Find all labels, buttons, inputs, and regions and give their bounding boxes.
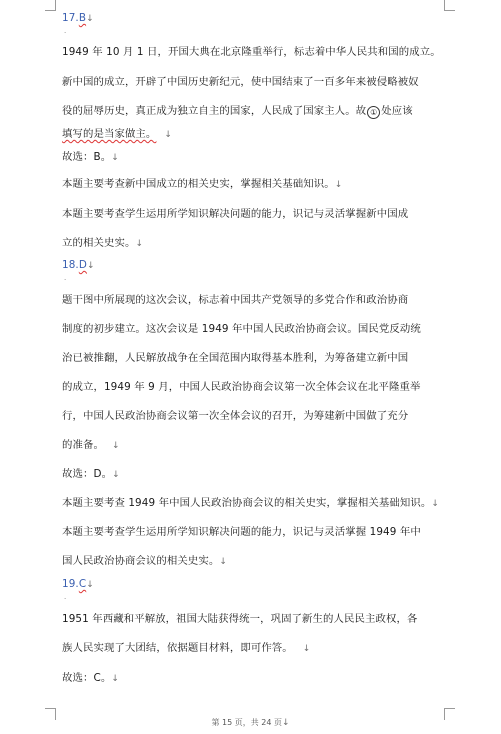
paragraph-mark: ↓ [111, 153, 119, 163]
analysis-line [62, 438, 120, 453]
paragraph-mark: ↓ [111, 674, 119, 684]
answer-letter: D [78, 259, 87, 271]
question-number: 17. [62, 12, 79, 24]
answer-text: 故选：C。 [62, 672, 112, 684]
analysis-line: 治已被推翻，人民解放战争在全国范围内取得基本胜利，为筹备建立新中国 [62, 352, 409, 364]
empty-paragraph-dot: · [64, 29, 67, 37]
analysis-line: 1949 年 10 月 1 日，开国大典在北京隆重举行，标志着中华人民共和国的成立。 [62, 46, 441, 58]
summary-line [62, 496, 439, 511]
crop-mark-top-left-v [55, 0, 56, 10]
analysis-line: 行，中国人民政治协商会议第一次全体会议的召开，为筹建新中国做了充分 [62, 410, 409, 422]
analysis-line: 题干图中所展现的这次会议，标志着中国共产党领导的多党合作和政治协商 [62, 294, 409, 306]
paragraph-mark: ↓ [135, 239, 144, 249]
analysis-text: 役的屈辱历史，真正成为独立自主的国家，人民成了国家主人。故 [62, 105, 367, 117]
answer-text: 故选：B。 [62, 151, 112, 163]
answer-text: 故选：D。 [62, 468, 113, 480]
circled-number: ① [367, 106, 380, 119]
summary-text: 本题主要考查 1949 年中国人民政治协商会议的相关史实，掌握相关基础知识。 [62, 497, 432, 509]
crop-mark-bottom-left-h [45, 708, 56, 709]
analysis-text-tail: 处应该 [381, 105, 413, 117]
analysis-line: 新中国的成立，开辟了中国历史新纪元，使中国结束了一百多年来被侵略被奴 [62, 76, 419, 88]
summary-text: 本题主要考查新中国成立的相关史实，掌握相关基础知识。 [62, 178, 335, 190]
analysis-line-with-mark [62, 104, 413, 119]
crop-mark-top-right-h [444, 10, 455, 11]
analysis-text: 的准备。 [62, 439, 104, 451]
page-footer [0, 717, 501, 728]
summary-text: 国人民政治协商会议的相关史实。 [62, 555, 220, 567]
paragraph-mark: ↓ [86, 261, 95, 271]
analysis-line: 1951 年西藏和平解放，祖国大陆获得统一，巩固了新生的人民民主政权，各 [62, 613, 418, 625]
analysis-text: 填写的是当家做主。 [62, 128, 157, 140]
summary-line: 本题主要考查学生运用所学知识解决问题的能力，识记与灵活掌握 1949 年中 [62, 526, 421, 538]
summary-text: 立的相关史实。 [62, 237, 136, 249]
page-number-text: 第 15 页，共 24 页 [211, 718, 282, 727]
analysis-line: 的成立，1949 年 9 月，中国人民政治协商会议第一次全体会议在北平隆重举 [62, 381, 421, 393]
paragraph-mark: ↓ [112, 470, 120, 480]
paragraph-mark: ↓ [219, 557, 228, 567]
question-19-header [62, 577, 94, 592]
crop-mark-top-right-v [444, 0, 445, 10]
summary-line [62, 236, 143, 251]
empty-paragraph-dot: · [64, 595, 67, 603]
paragraph-mark: ↓ [281, 718, 290, 728]
crop-mark-bottom-right-h [444, 708, 455, 709]
analysis-line [62, 641, 310, 656]
paragraph-mark: ↓ [111, 441, 120, 451]
question-17-header [62, 11, 94, 26]
answer-letter: C [78, 578, 87, 590]
paragraph-mark: ↓ [431, 499, 440, 509]
empty-paragraph-dot: · [64, 276, 67, 284]
question-number: 19. [62, 578, 79, 590]
question-18-header [62, 258, 95, 273]
analysis-text: 族人民实现了大团结，依据题目材料，即可作答。 [62, 642, 293, 654]
paragraph-mark: ↓ [86, 580, 94, 590]
paragraph-mark: ↓ [302, 644, 311, 654]
answer-letter: B [78, 12, 87, 24]
question-number: 18. [62, 259, 79, 271]
analysis-line: 制度的初步建立。这次会议是 1949 年中国人民政治协商会议。国民党反动统 [62, 323, 421, 335]
answer-line [62, 467, 120, 482]
summary-line [62, 554, 227, 569]
answer-line [62, 150, 119, 165]
paragraph-mark: ↓ [334, 180, 343, 190]
crop-mark-top-left-h [45, 10, 56, 11]
paragraph-mark: ↓ [164, 130, 173, 140]
analysis-line [62, 127, 172, 142]
summary-line [62, 177, 342, 192]
paragraph-mark: ↓ [86, 14, 94, 24]
answer-line [62, 671, 119, 686]
summary-line: 本题主要考查学生运用所学知识解决问题的能力，识记与灵活掌握新中国成 [62, 208, 409, 220]
